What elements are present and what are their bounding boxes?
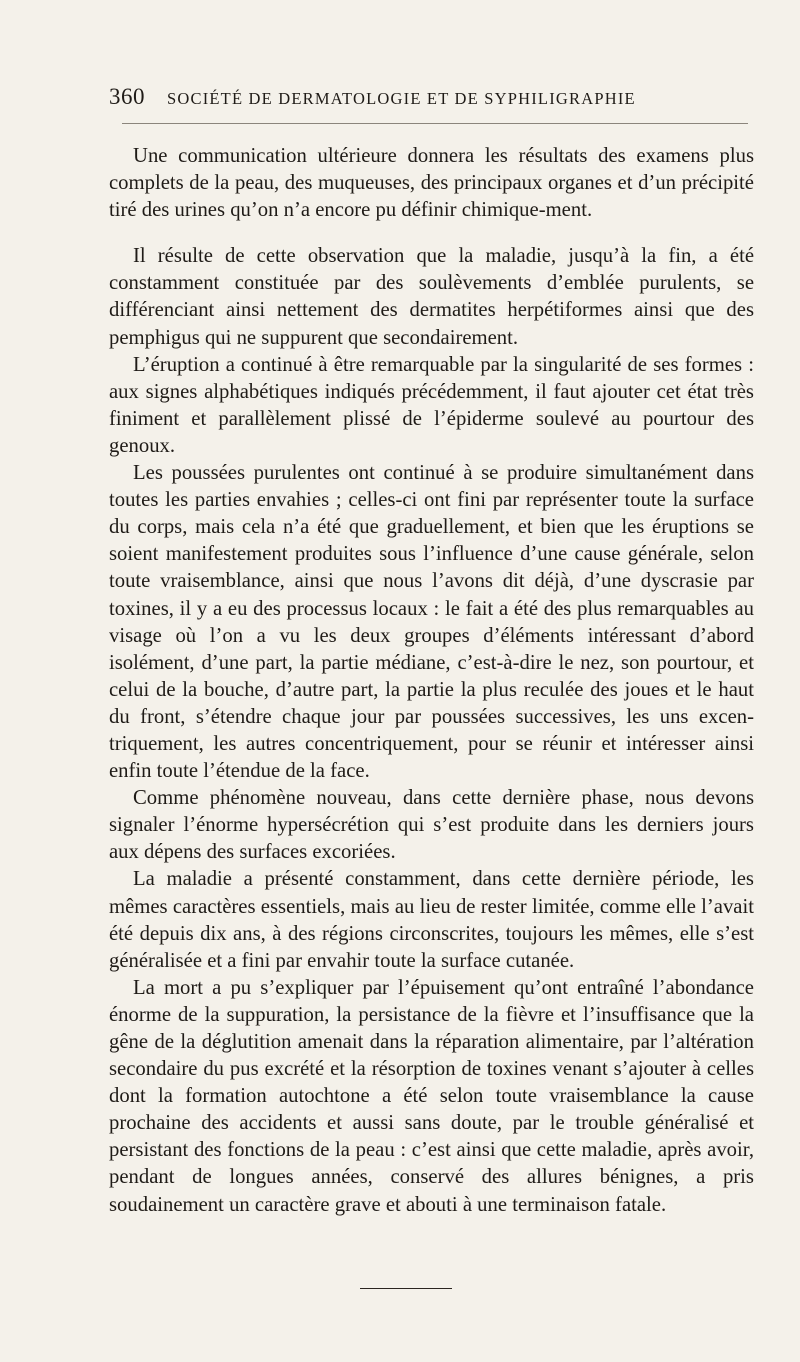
end-rule (360, 1288, 452, 1289)
paragraph-eruption: L’éruption a continué à être remarquable par la singularité de ses formes : aux signes alphabétiques indiqués précédemment, il faut ajouter cet état très finiment et parallèlement plissé de l’épiderme soulevé au pourtour des genoux. (109, 353, 754, 457)
page-number: 360 (109, 84, 145, 109)
paragraph-observation: Il résulte de cette observation que la maladie, jusqu’à la fin, a été constamment constituée par des soulèvements d’emblée purulents, se différenciant ainsi nettement des dermatites herpétiformes ainsi que des pemphigus qui ne suppurent que secondairement. (109, 245, 754, 349)
header-rule (122, 123, 748, 124)
article-body (109, 143, 754, 1219)
paragraph-communication: Une communication ultérieure donnera les résultats des examens plus complets de la peau, des muqueuses, des principaux organes et d’un précipité tiré des urines qu’on n’a encore pu définir chimique-ment. (109, 145, 754, 222)
paragraph-poussees: Les poussées purulentes ont continué à se produire simultanément dans toutes les parties envahies ; celles-ci ont fini par représenter toute la surface du corps, mais cela n’a été que graduellement, et bien que les éruptions se soient manifestement produites sous l’influence d’une cause générale, selon toute vraisemblance, ainsi que nous l’avons dit déjà, d’une dyscrasie par toxines, il y a eu des processus locaux : le fait a été des plus remarquables au visage où l’on a vu les deux groupes d’éléments intéressant d’abord isolément, d’une part, la partie médiane, c’est-à-dire le nez, son pourtour, et celui de la bouche, d’autre part, la partie la plus reculée des joues et le haut du front, s’étendre chaque jour par poussées successives, les uns excen-triquement, les autres concentriquement, pour se réunir et intéresser ainsi enfin toute l’étendue de la face. (109, 462, 754, 783)
paragraph-maladie: La maladie a présenté constamment, dans cette dernière période, les mêmes caractères essentiels, mais au lieu de rester limitée, comme elle l’avait été depuis dix ans, à des régions circonscrites, toujours les mêmes, elle s’est généralisée et a fini par envahir toute la surface cutanée. (109, 868, 754, 972)
paragraph-phenomene: Comme phénomène nouveau, dans cette dernière phase, nous devons signaler l’énorme hypersécrétion qui s’est produite dans les derniers jours aux dépens des surfaces excoriées. (109, 787, 754, 864)
paragraph-mort: La mort a pu s’expliquer par l’épuisement qu’ont entraîné l’abondance énorme de la suppuration, la persistance de la fièvre et l’insuffisance que la gêne de la déglutition amenait dans la réparation alimentaire, par l’altération secondaire du pus excrété et la résorption de toxines venant s’ajouter à celles dont la formation autochtone a été selon toute vraisemblance la cause prochaine des accidents et aussi sans doute, par le trouble généralisé et persistant des fonctions de la peau : c’est ainsi que cette maladie, après avoir, pendant de longues années, conservé des allures bénignes, a pris soudainement un caractère grave et abouti à une terminaison fatale. (109, 976, 754, 1216)
running-title: SOCIÉTÉ DE DERMATOLOGIE ET DE SYPHILIGRAPHIE (167, 89, 636, 108)
page-header (109, 84, 754, 114)
